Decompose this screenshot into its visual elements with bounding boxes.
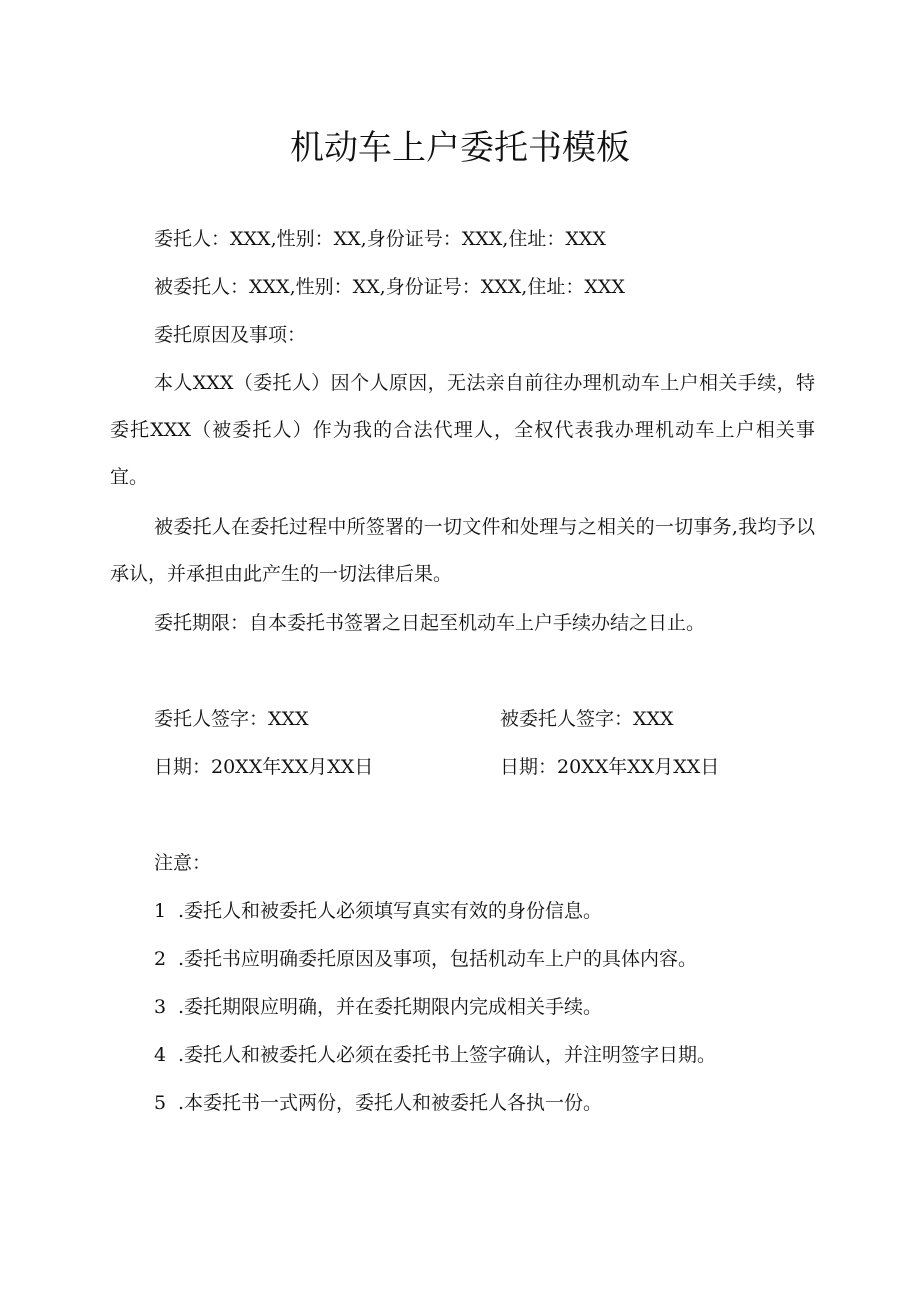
notes-heading: 注意： — [154, 852, 212, 874]
principal-date: 日期：20XX年XX月XX日 — [154, 756, 374, 778]
note-number: 1 — [154, 900, 167, 922]
acknowledgement-paragraph: 被委托人在委托过程中所签署的一切文件和处理与之相关的一切事务,我均予以承认，并承担由此产生的一切法律后果。 — [110, 516, 815, 585]
agent-date: 日期：20XX年XX月XX日 — [500, 756, 720, 778]
agent-signature: 被委托人签字：XXX — [500, 708, 674, 730]
reason-heading: 委托原因及事项： — [154, 324, 307, 346]
principal-signature: 委托人签字：XXX — [154, 708, 309, 730]
note-item — [154, 1040, 716, 1070]
note-text: .委托人和被委托人必须填写真实有效的身份信息。 — [178, 900, 603, 922]
note-item — [154, 992, 602, 1022]
note-number: 2 — [154, 948, 167, 970]
agent-info-line: 被委托人：XXX,性别：XX,身份证号：XXX,住址：XXX — [154, 276, 625, 298]
note-text: .委托人和被委托人必须在委托书上签字确认，并注明签字日期。 — [178, 1044, 717, 1066]
note-item — [154, 1088, 602, 1118]
note-number: 5 — [154, 1092, 167, 1114]
note-item — [154, 896, 602, 926]
note-number: 4 — [154, 1044, 167, 1066]
note-text: .委托书应明确委托原因及事项，包括机动车上户的具体内容。 — [178, 948, 698, 970]
note-item — [154, 944, 697, 974]
term-line: 委托期限：自本委托书签署之日起至机动车上户手续办结之日止。 — [154, 612, 706, 634]
note-text: .本委托书一式两份，委托人和被委托人各执一份。 — [178, 1092, 603, 1114]
principal-info-line: 委托人：XXX,性别：XX,身份证号：XXX,住址：XXX — [154, 228, 606, 250]
note-number: 3 — [154, 996, 167, 1018]
document-title: 机动车上户委托书模板 — [290, 128, 630, 168]
authorization-paragraph: 本人XXX（委托人）因个人原因，无法亲自前往办理机动车上户相关手续，特委托XXX（被委托人）作为我的合法代理人，全权代表我办理机动车上户相关事宜。 — [110, 372, 815, 488]
note-text: .委托期限应明确，并在委托期限内完成相关手续。 — [178, 996, 603, 1018]
